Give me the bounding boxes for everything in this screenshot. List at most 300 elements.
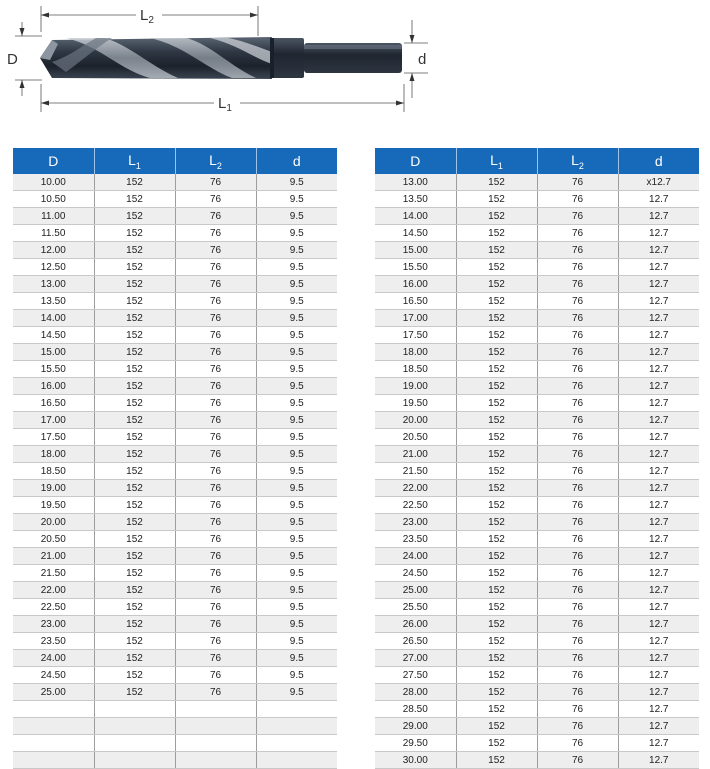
table-cell: 20.50 [375, 429, 456, 446]
table-row [375, 276, 699, 293]
table-cell: 152 [94, 327, 175, 344]
table-cell: 76 [537, 344, 618, 361]
table-cell: 9.5 [256, 361, 337, 378]
table-cell: 23.50 [375, 531, 456, 548]
table-cell: 21.00 [13, 548, 94, 565]
table-cell: 76 [175, 429, 256, 446]
table-cell: 152 [456, 208, 537, 225]
table-cell: 76 [537, 327, 618, 344]
table-row [13, 191, 337, 208]
table-cell: 152 [94, 599, 175, 616]
table-cell: 152 [456, 191, 537, 208]
table-cell: 12.7 [618, 514, 699, 531]
table-row [13, 259, 337, 276]
table-cell: 76 [175, 293, 256, 310]
table-cell: 76 [175, 242, 256, 259]
table-cell: 76 [537, 293, 618, 310]
table-body [13, 174, 337, 769]
table-row [13, 446, 337, 463]
table-cell: 9.5 [256, 514, 337, 531]
table-cell: 76 [537, 259, 618, 276]
table-cell: 9.5 [256, 633, 337, 650]
table-row [13, 174, 337, 191]
table-cell: 76 [537, 599, 618, 616]
table-cell: 21.50 [13, 565, 94, 582]
table-cell: 152 [456, 684, 537, 701]
table-cell: 152 [456, 548, 537, 565]
table-cell: 23.00 [13, 616, 94, 633]
table-cell: 152 [94, 276, 175, 293]
table-cell: 76 [175, 276, 256, 293]
table-cell: 76 [537, 378, 618, 395]
table-cell: 12.7 [618, 344, 699, 361]
table-cell: 19.50 [13, 497, 94, 514]
table-cell: 152 [94, 565, 175, 582]
table-row [13, 667, 337, 684]
table-cell: 18.50 [13, 463, 94, 480]
column-header-l2: $L_2$ [175, 148, 256, 174]
table-cell: 13.50 [375, 191, 456, 208]
table-cell: 19.00 [13, 480, 94, 497]
table-cell: 76 [537, 616, 618, 633]
table-cell: 152 [456, 582, 537, 599]
l2-dimension [41, 5, 258, 36]
table-cell: 76 [175, 395, 256, 412]
table-row [13, 225, 337, 242]
table-row [375, 667, 699, 684]
table-cell: 15.50 [375, 259, 456, 276]
table-header [13, 148, 337, 174]
table-cell: 76 [537, 735, 618, 752]
table-row [13, 633, 337, 650]
table-cell: 9.5 [256, 327, 337, 344]
table-cell: 152 [94, 310, 175, 327]
table-row [375, 327, 699, 344]
table-row [375, 650, 699, 667]
table-row [375, 225, 699, 242]
table-cell [256, 752, 337, 769]
table-cell: 15.00 [13, 344, 94, 361]
table-cell: 24.00 [375, 548, 456, 565]
table-cell: 12.7 [618, 752, 699, 769]
table-cell: 76 [537, 548, 618, 565]
table-cell: 12.7 [618, 531, 699, 548]
table-cell: 76 [175, 667, 256, 684]
table-cell: 12.7 [618, 667, 699, 684]
table-row [13, 344, 337, 361]
table-cell: 76 [537, 361, 618, 378]
table-row [375, 259, 699, 276]
table-cell: 152 [94, 582, 175, 599]
table-cell: 29.50 [375, 735, 456, 752]
table-cell: 14.00 [375, 208, 456, 225]
table-row [375, 293, 699, 310]
table-row [13, 429, 337, 446]
table-cell: 12.7 [618, 327, 699, 344]
table-cell [94, 735, 175, 752]
table-cell: 16.00 [375, 276, 456, 293]
l1-label: $L_1$ [218, 95, 232, 114]
table-cell: 152 [456, 463, 537, 480]
table-cell: 29.00 [375, 718, 456, 735]
table-cell: 9.5 [256, 395, 337, 412]
table-cell: 76 [537, 480, 618, 497]
table-cell: 152 [94, 497, 175, 514]
table-row [375, 531, 699, 548]
table-cell: 76 [537, 225, 618, 242]
table-cell: 152 [456, 361, 537, 378]
l2-label: $L_2$ [140, 7, 154, 26]
table-cell: 17.50 [375, 327, 456, 344]
table-cell: 14.50 [375, 225, 456, 242]
table-cell: 24.50 [375, 565, 456, 582]
table-cell: 76 [175, 191, 256, 208]
table-body [375, 174, 699, 769]
table-cell: 152 [456, 752, 537, 769]
table-cell: 12.7 [618, 599, 699, 616]
table-cell: 76 [537, 718, 618, 735]
table-cell: 152 [456, 378, 537, 395]
table-cell: 9.5 [256, 565, 337, 582]
table-cell: 76 [537, 684, 618, 701]
table-cell: 152 [456, 480, 537, 497]
table-cell: 152 [94, 225, 175, 242]
column-header-shank-d: d [256, 148, 337, 174]
column-header-l1: $L_1$ [456, 148, 537, 174]
table-cell: 76 [175, 174, 256, 191]
table-cell: 152 [456, 259, 537, 276]
table-cell: 9.5 [256, 684, 337, 701]
table-cell: 76 [537, 531, 618, 548]
table-cell: 12.7 [618, 480, 699, 497]
table-row [375, 463, 699, 480]
table-cell: 152 [456, 344, 537, 361]
table-cell [13, 718, 94, 735]
table-cell [94, 718, 175, 735]
table-cell: 9.5 [256, 378, 337, 395]
table-cell: 10.00 [13, 174, 94, 191]
table-cell: 11.50 [13, 225, 94, 242]
table-row [13, 395, 337, 412]
table-cell: 76 [175, 497, 256, 514]
table-cell: 152 [94, 174, 175, 191]
table-cell: 9.5 [256, 497, 337, 514]
table-cell: 76 [537, 667, 618, 684]
table-row [13, 463, 337, 480]
table-cell: 76 [175, 310, 256, 327]
table-row [13, 208, 337, 225]
table-cell: 21.00 [375, 446, 456, 463]
table-cell: 22.50 [13, 599, 94, 616]
table-cell: 152 [456, 650, 537, 667]
table-cell: 20.50 [13, 531, 94, 548]
table-row [375, 565, 699, 582]
table-cell [175, 752, 256, 769]
table-cell: 12.50 [13, 259, 94, 276]
table-cell: 14.50 [13, 327, 94, 344]
table-row [13, 701, 337, 718]
table-cell: 76 [537, 565, 618, 582]
table-cell [256, 735, 337, 752]
table-cell: 12.7 [618, 259, 699, 276]
table-cell: 12.7 [618, 650, 699, 667]
table-cell: 12.7 [618, 378, 699, 395]
table-cell: 12.7 [618, 429, 699, 446]
table-cell: 14.00 [13, 310, 94, 327]
table-cell: 76 [175, 684, 256, 701]
table-cell: 12.7 [618, 310, 699, 327]
table-cell: 152 [456, 565, 537, 582]
table-row [13, 327, 337, 344]
table-row [375, 514, 699, 531]
table-cell: 28.50 [375, 701, 456, 718]
table-row [375, 429, 699, 446]
table-row [375, 174, 699, 191]
table-cell: 76 [175, 650, 256, 667]
table-cell: 25.50 [375, 599, 456, 616]
table-cell: 152 [94, 684, 175, 701]
table-cell: 18.00 [375, 344, 456, 361]
table-cell: 9.5 [256, 276, 337, 293]
table-row [13, 650, 337, 667]
table-cell: 28.00 [375, 684, 456, 701]
table-cell: 20.00 [13, 514, 94, 531]
table-cell: 76 [537, 463, 618, 480]
table-cell: 152 [456, 667, 537, 684]
table-cell: 25.00 [375, 582, 456, 599]
table-cell: 12.7 [618, 412, 699, 429]
table-cell: 152 [94, 446, 175, 463]
table-cell: 9.5 [256, 344, 337, 361]
table-cell: 152 [94, 667, 175, 684]
table-cell: 17.50 [13, 429, 94, 446]
table-cell: 15.00 [375, 242, 456, 259]
table-cell: 76 [537, 191, 618, 208]
table-cell: 152 [456, 616, 537, 633]
table-cell: 30.00 [375, 752, 456, 769]
table-cell: 152 [94, 259, 175, 276]
table-cell [256, 701, 337, 718]
table-row [375, 497, 699, 514]
table-cell: 18.50 [375, 361, 456, 378]
table-cell: 152 [94, 412, 175, 429]
table-cell: 9.5 [256, 259, 337, 276]
table-cell: 12.00 [13, 242, 94, 259]
table-cell [175, 718, 256, 735]
table-cell: 23.50 [13, 633, 94, 650]
table-cell: 17.00 [13, 412, 94, 429]
table-row [375, 684, 699, 701]
table-row [13, 242, 337, 259]
table-cell: 13.00 [13, 276, 94, 293]
table-cell: 9.5 [256, 293, 337, 310]
table-cell: 13.50 [13, 293, 94, 310]
table-cell: 76 [537, 446, 618, 463]
table-cell: 76 [537, 242, 618, 259]
table-cell [175, 735, 256, 752]
table-cell: 152 [94, 548, 175, 565]
table-row [13, 718, 337, 735]
column-header-l1: $L_1$ [94, 148, 175, 174]
table-cell: 152 [94, 208, 175, 225]
table-cell: 76 [175, 208, 256, 225]
table-row [375, 701, 699, 718]
table-cell: 152 [94, 191, 175, 208]
table-row [375, 395, 699, 412]
table-cell: 152 [94, 463, 175, 480]
table-cell: 9.5 [256, 225, 337, 242]
table-cell: 152 [456, 242, 537, 259]
table-row [13, 565, 337, 582]
table-cell: 152 [94, 242, 175, 259]
table-cell: 152 [456, 497, 537, 514]
table-cell: 76 [175, 633, 256, 650]
table-row [13, 412, 337, 429]
table-cell: 9.5 [256, 310, 337, 327]
small-d-label: d [418, 51, 427, 68]
table-cell: 17.00 [375, 310, 456, 327]
table-cell [13, 752, 94, 769]
table-cell: 152 [456, 327, 537, 344]
table-cell: 9.5 [256, 412, 337, 429]
table-cell: 12.7 [618, 633, 699, 650]
table-cell: 152 [456, 531, 537, 548]
table-cell: 152 [456, 514, 537, 531]
table-cell: 152 [94, 293, 175, 310]
table-row [375, 582, 699, 599]
column-header-d-diameter: D [375, 148, 456, 174]
table-cell [256, 718, 337, 735]
table-cell: 23.00 [375, 514, 456, 531]
table-cell: 76 [175, 225, 256, 242]
table-cell: 152 [456, 718, 537, 735]
table-cell: 9.5 [256, 463, 337, 480]
table-row [375, 616, 699, 633]
table-cell: 152 [456, 293, 537, 310]
table-cell: 152 [94, 429, 175, 446]
table-cell: 152 [456, 174, 537, 191]
table-row [13, 531, 337, 548]
table-cell [13, 701, 94, 718]
table-cell: 9.5 [256, 667, 337, 684]
table-cell: 76 [175, 361, 256, 378]
table-cell: 12.7 [618, 242, 699, 259]
table-cell: 9.5 [256, 599, 337, 616]
table-row [375, 344, 699, 361]
table-cell: 76 [175, 531, 256, 548]
table-cell: 76 [175, 412, 256, 429]
table-cell [94, 701, 175, 718]
column-header-d-diameter: D [13, 148, 94, 174]
table-cell: x12.7 [618, 174, 699, 191]
table-cell: 12.7 [618, 497, 699, 514]
table-cell: 76 [537, 497, 618, 514]
table-cell: 152 [94, 616, 175, 633]
table-cell: 26.50 [375, 633, 456, 650]
table-cell: 9.5 [256, 531, 337, 548]
table-cell: 152 [456, 429, 537, 446]
table-row [375, 599, 699, 616]
table-row [13, 293, 337, 310]
table-row [13, 378, 337, 395]
table-cell: 12.7 [618, 718, 699, 735]
table-cell: 16.50 [13, 395, 94, 412]
table-cell: 12.7 [618, 616, 699, 633]
table-cell: 76 [537, 310, 618, 327]
table-cell: 12.7 [618, 293, 699, 310]
table-cell: 152 [456, 395, 537, 412]
table-cell: 9.5 [256, 582, 337, 599]
table-row [375, 191, 699, 208]
table-row [13, 752, 337, 769]
table-cell: 76 [537, 174, 618, 191]
table-cell: 152 [456, 412, 537, 429]
table-row [13, 514, 337, 531]
table-row [375, 208, 699, 225]
table-header [375, 148, 699, 174]
table-cell: 10.50 [13, 191, 94, 208]
table-cell: 152 [94, 514, 175, 531]
spec-table-right [375, 148, 699, 769]
table-cell: 27.50 [375, 667, 456, 684]
table-cell [175, 701, 256, 718]
table-cell: 12.7 [618, 361, 699, 378]
table-cell: 76 [537, 276, 618, 293]
table-cell: 9.5 [256, 548, 337, 565]
d-diameter-dimension [7, 22, 42, 96]
table-row [375, 633, 699, 650]
table-cell: 152 [456, 701, 537, 718]
table-cell: 152 [94, 633, 175, 650]
table-cell: 20.00 [375, 412, 456, 429]
table-cell: 18.00 [13, 446, 94, 463]
l1-dimension [41, 84, 404, 114]
table-cell: 11.00 [13, 208, 94, 225]
table-row [13, 582, 337, 599]
table-cell: 9.5 [256, 208, 337, 225]
table-cell: 76 [175, 514, 256, 531]
table-cell: 152 [94, 395, 175, 412]
table-cell: 26.00 [375, 616, 456, 633]
table-cell: 76 [175, 463, 256, 480]
table-row [13, 548, 337, 565]
table-cell: 76 [537, 650, 618, 667]
table-cell: 9.5 [256, 191, 337, 208]
table-cell: 152 [456, 276, 537, 293]
table-row [375, 412, 699, 429]
table-row [13, 599, 337, 616]
table-cell: 9.5 [256, 650, 337, 667]
table-row [375, 378, 699, 395]
table-cell: 76 [175, 480, 256, 497]
table-cell: 152 [456, 633, 537, 650]
table-cell: 152 [94, 480, 175, 497]
table-row [13, 361, 337, 378]
table-row [13, 276, 337, 293]
drill-diagram [0, 0, 440, 120]
table-cell: 76 [537, 701, 618, 718]
table-cell: 9.5 [256, 446, 337, 463]
table-cell: 12.7 [618, 208, 699, 225]
table-cell: 12.7 [618, 276, 699, 293]
table-row [375, 752, 699, 769]
table-cell: 76 [175, 616, 256, 633]
table-cell: 9.5 [256, 429, 337, 446]
table-row [375, 735, 699, 752]
table-cell: 12.7 [618, 463, 699, 480]
table-cell: 12.7 [618, 684, 699, 701]
table-cell: 152 [94, 650, 175, 667]
